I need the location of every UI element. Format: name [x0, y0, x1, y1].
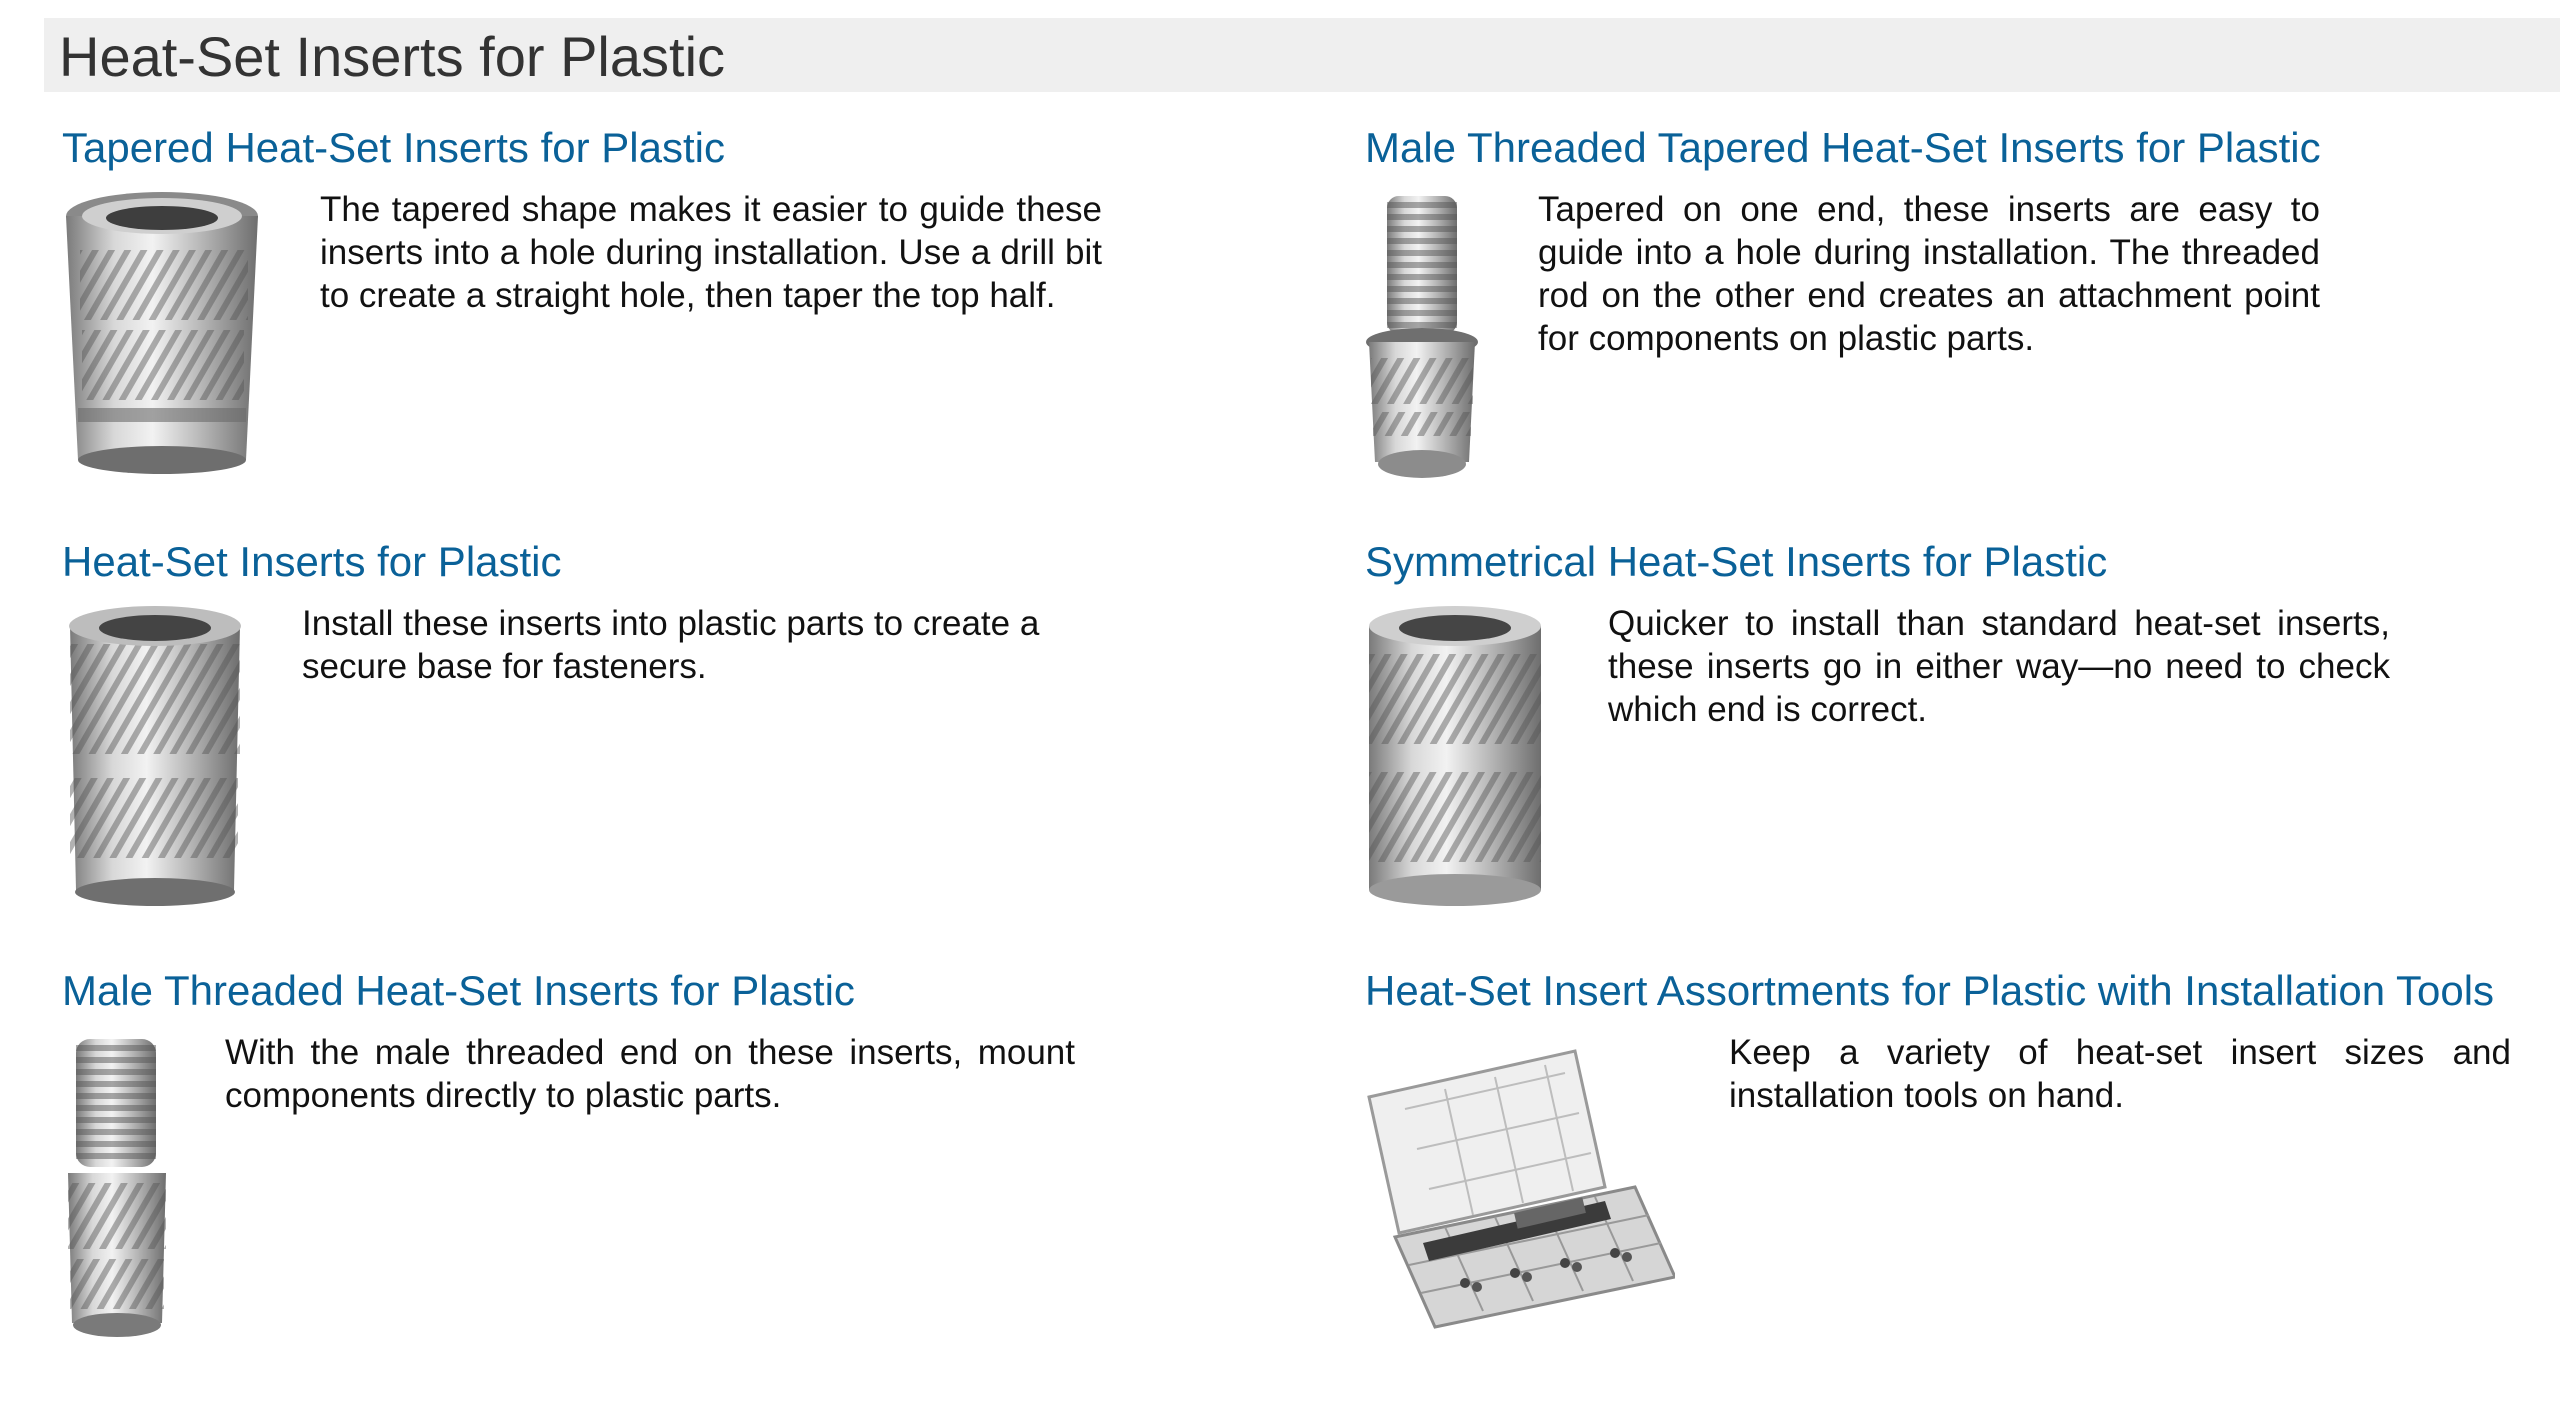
product-link-heat-set[interactable]: Heat-Set Inserts for Plastic: [62, 538, 562, 585]
product-card-assortment: [1365, 967, 2555, 1347]
product-description-symmetrical: Quicker to install than standard heat-set inserts, these inserts go in either way—no need to check which end is correct.: [1608, 604, 2390, 729]
product-description-male-threaded-tapered: Tapered on one end, these inserts are easy to guide into a hole during installation. The threaded rod on the other end creates an attachment point for components on plastic parts.: [1538, 190, 2320, 358]
product-link-assortment[interactable]: Heat-Set Insert Assortments for Plastic with Installation Tools: [1365, 967, 2495, 1014]
product-card-male-threaded: [62, 967, 1112, 1347]
product-card-male-threaded-tapered: [1365, 124, 2555, 504]
product-link-tapered[interactable]: Tapered Heat-Set Inserts for Plastic: [62, 124, 725, 171]
product-card-tapered: [62, 124, 1112, 504]
insert-assortment-kit-icon[interactable]: [1365, 1037, 1675, 1337]
product-card-symmetrical: [1365, 538, 2555, 918]
tapered-insert-icon[interactable]: [62, 190, 262, 490]
product-description-male-threaded: With the male threaded end on these inserts, mount components directly to plastic parts.: [225, 1033, 1075, 1115]
heat-set-insert-icon[interactable]: [62, 604, 248, 910]
product-card-heat-set: [62, 538, 1112, 918]
symmetrical-insert-icon[interactable]: [1365, 604, 1545, 910]
product-description-tapered: The tapered shape makes it easier to guide these inserts into a hole during installation. Use a drill bit to create a straight hole, then taper the top half.: [320, 190, 1102, 315]
male-threaded-tapered-insert-icon[interactable]: [1365, 190, 1480, 490]
product-description-heat-set: Install these inserts into plastic parts to create a secure base for fasteners.: [302, 604, 1040, 686]
page-header: [44, 18, 2560, 92]
page-title: Heat-Set Inserts for Plastic: [59, 25, 726, 88]
product-link-symmetrical[interactable]: Symmetrical Heat-Set Inserts for Plastic: [1365, 538, 2108, 585]
product-link-male-threaded[interactable]: Male Threaded Heat-Set Inserts for Plastic: [62, 967, 855, 1014]
male-threaded-insert-icon[interactable]: [62, 1033, 172, 1339]
product-description-assortment: Keep a variety of heat-set insert sizes and installation tools on hand.: [1729, 1033, 2511, 1115]
product-link-male-threaded-tapered[interactable]: Male Threaded Tapered Heat-Set Inserts for Plastic: [1365, 124, 2321, 171]
